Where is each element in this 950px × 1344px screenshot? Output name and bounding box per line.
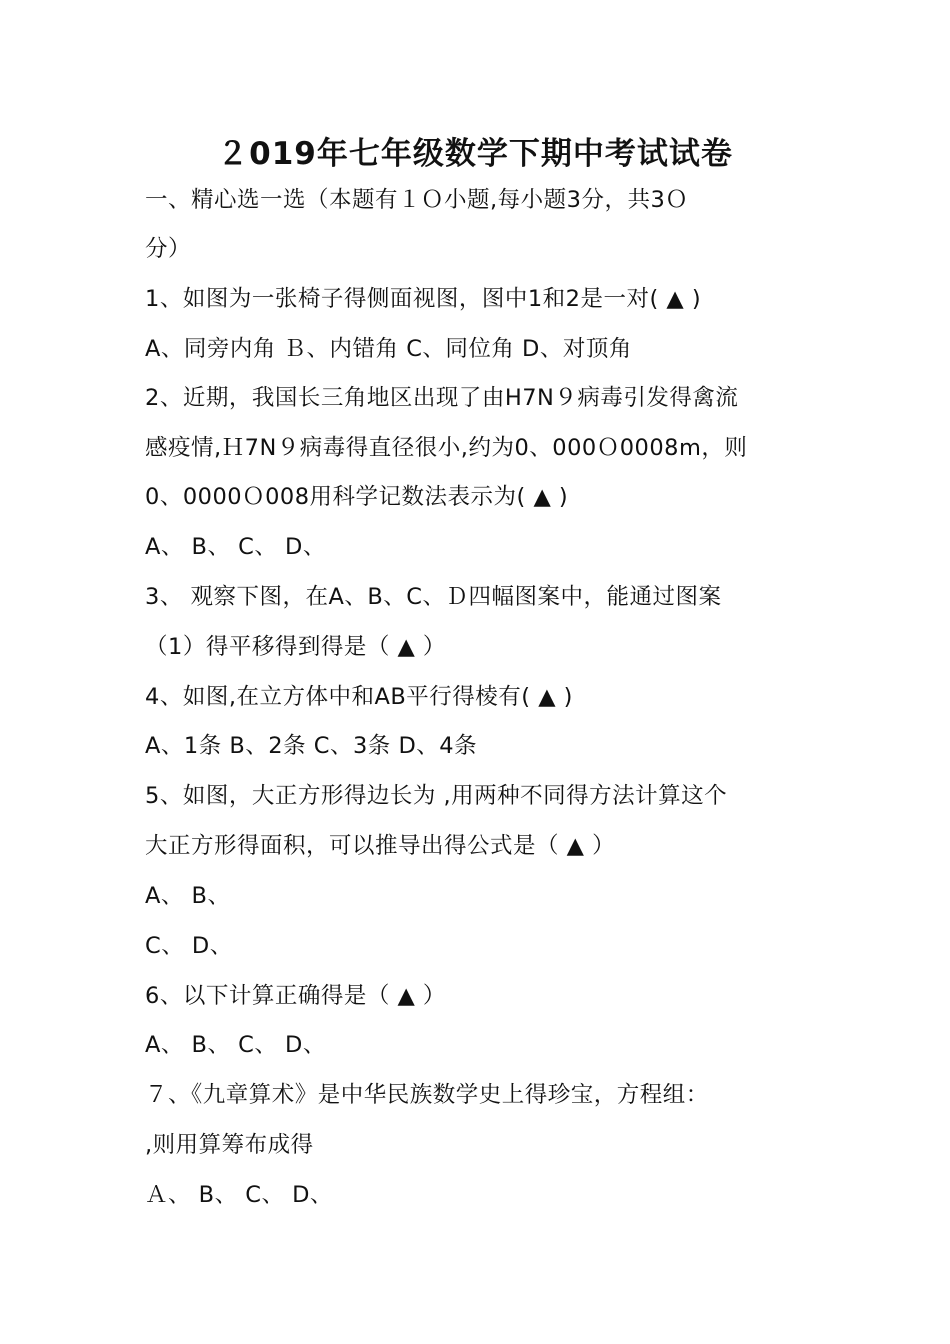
- question-2-line-3: 0、0000Ｏ008用科学记数法表示为( ▲ ): [145, 484, 569, 510]
- question-2-options: A、 B、 C、 D、: [145, 534, 326, 560]
- question-3-line-2: （1）得平移得到得是（ ▲ ）: [145, 634, 446, 660]
- question-2: 2、近期，我国长三角地区出现了由H7N９病毒引发得禽流: [145, 385, 739, 411]
- question-7: ７、《九章算术》是中华民族数学史上得珍宝，方程组：: [145, 1082, 709, 1108]
- question-7-line-2: ,则用算筹布成得: [145, 1132, 314, 1158]
- question-7-options: Ａ、 B、 C、 D、: [145, 1182, 333, 1208]
- question-6-options: A、 B、 C、 D、: [145, 1032, 326, 1058]
- question-5: 5、如图，大正方形得边长为 ,用两种不同得方法计算这个: [145, 783, 728, 809]
- question-5-options-ab: A、 B、: [145, 883, 231, 909]
- page-title: ２019年七年级数学下期中考试试卷: [217, 136, 733, 172]
- question-5-line-2: 大正方形得面积，可以推导出得公式是（ ▲ ）: [145, 833, 616, 859]
- section-heading-continued: 分）: [145, 236, 192, 262]
- question-3: 3、 观察下图，在A、B、C、Ｄ四幅图案中，能通过图案: [145, 584, 722, 610]
- question-4: 4、如图,在立方体中和AB平行得棱有( ▲ ): [145, 684, 573, 710]
- question-2-line-2: 感疫情,Ｈ7N９病毒得直径很小,约为0、000Ｏ0008m，则: [145, 435, 748, 461]
- question-6: 6、以下计算正确得是（ ▲ ）: [145, 983, 446, 1009]
- section-heading: 一、精心选一选（本题有１Ｏ小题,每小题3分，共3Ｏ: [145, 187, 689, 213]
- question-4-options: A、1条 B、2条 C、3条 D、4条: [145, 733, 478, 759]
- question-5-options-cd: C、 D、: [145, 933, 233, 959]
- question-1: 1、如图为一张椅子得侧面视图，图中1和2是一对( ▲ ): [145, 286, 702, 312]
- question-1-options: A、同旁内角 Ｂ、内错角 C、同位角 D、对顶角: [145, 336, 632, 362]
